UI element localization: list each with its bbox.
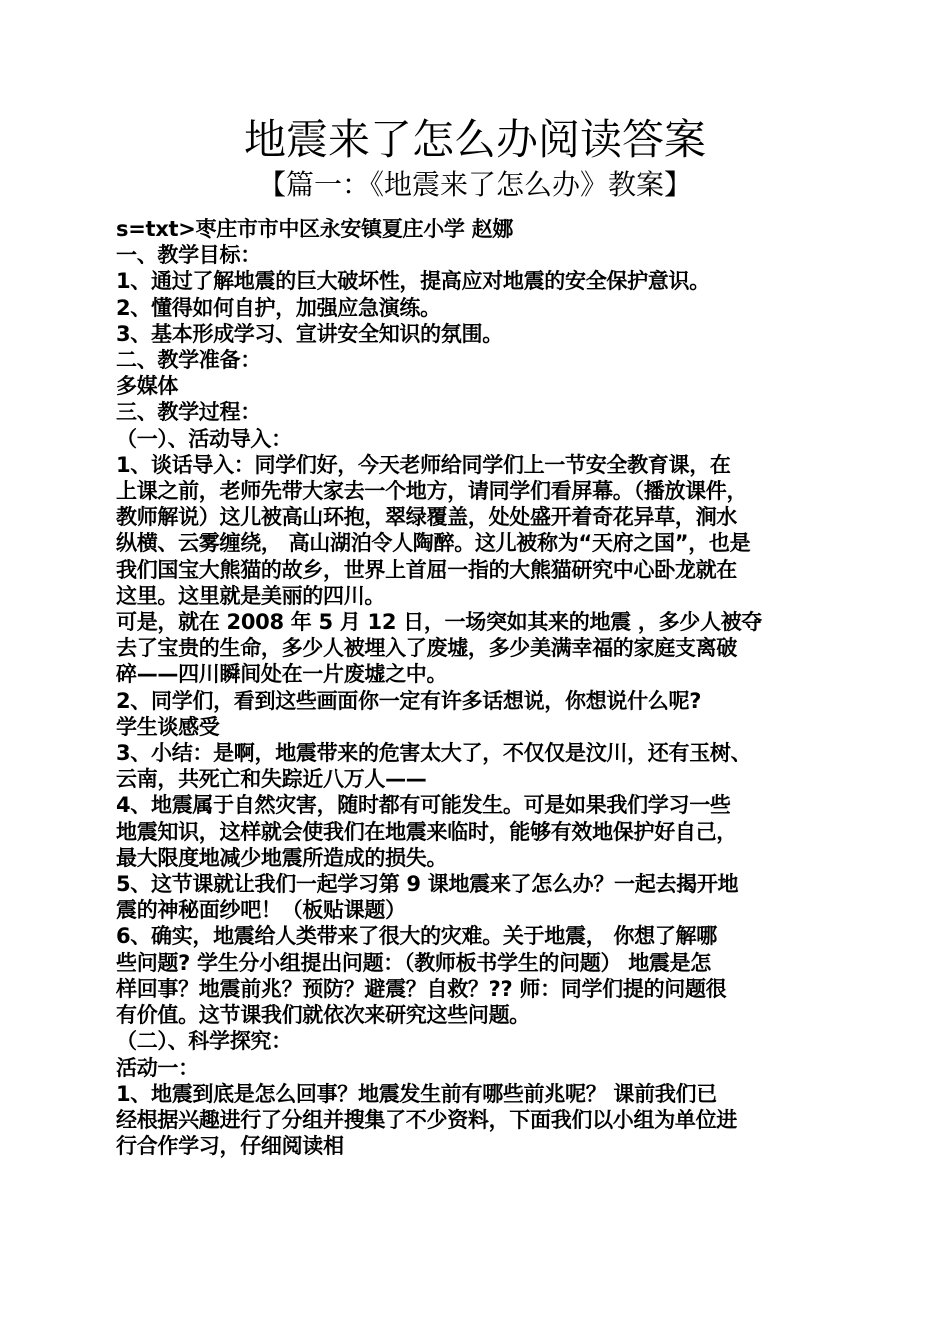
paragraph-line: 云南，共死亡和失踪近八万人—— [116,767,427,792]
paragraph-line: 3、基本形成学习、宣讲安全知识的氛围。 [116,321,503,346]
paragraph-line: 可是，就在 2008 年 5 月 12 日，一场突如其来的地震 ，多少人被夺 [116,610,763,635]
paragraph-line: 1、谈话导入：同学们好，今天老师给同学们上一节安全教育课，在 [116,452,731,477]
paragraph-line: s=txt>枣庄市市中区永安镇夏庄小学 赵娜 [116,217,514,241]
paragraph-line: 样回事？地震前兆？预防？避震？自救？?? 师：同学们提的问题很 [116,976,727,1001]
paragraph-line: 二、教学准备： [116,348,261,373]
paragraph-line: 6、确实，地震给人类带来了很大的灾难。关于地震， 你想了解哪 [116,924,717,949]
paragraph-line: （一）、活动导入： [116,426,292,451]
paragraph-line: 1、通过了解地震的巨大破坏性，提高应对地震的安全保护意识。 [116,269,710,294]
paragraph-line: 最大限度地减少地震所造成的损失。 [116,845,448,870]
paragraph-line: 我们国宝大熊猫的故乡，世界上首屈一指的大熊猫研究中心卧龙就在 [116,557,737,582]
paragraph-line: 震的神秘面纱吧！（板贴课题） [116,898,406,923]
paragraph-line: 行合作学习，仔细阅读相 [116,1134,344,1159]
paragraph-line: 一、教学目标： [116,243,261,268]
paragraph-line: 地震知识，这样就会使我们在地震来临时，能够有效地保护好自己， [116,819,737,844]
paragraph-line: 经根据兴趣进行了分组并搜集了不少资料，下面我们以小组为单位进 [116,1107,737,1132]
document-title: 地震来了怎么办阅读答案 [243,115,706,164]
paragraph-line: 教师解说）这儿被高山环抱，翠绿覆盖，处处盛开着奇花异草，涧水 [116,505,737,530]
paragraph-line: （二）、科学探究： [116,1029,292,1054]
paragraph-line: 些问题? 学生分小组提出问题：（教师板书学生的问题） 地震是怎 [116,950,712,975]
paragraph-line: 2、懂得如何自护，加强应急演练。 [116,295,441,320]
paragraph-line: 碎——四川瞬间处在一片废墟之中。 [116,662,448,687]
paragraph-line: 纵横、云雾缠绕， 高山湖泊令人陶醉。这儿被称为“天府之国”，也是 [116,531,751,556]
paragraph-line: 活动一： [116,1055,199,1080]
paragraph-line: 3、小结：是啊，地震带来的危害太大了，不仅仅是汶川，还有玉树、 [116,741,752,766]
paragraph-line: 去了宝贵的生命，多少人被埋入了废墟，多少美满幸福的家庭支离破 [116,636,737,661]
paragraph-line: 多媒体 [116,374,179,399]
document-subtitle: 【篇一：《地震来了怎么办》教案】 [257,168,692,201]
paragraph-line: 三、教学过程： [116,400,261,425]
paragraph-line: 5、这节课就让我们一起学习第 9 课地震来了怎么办？一起去揭开地 [116,872,739,897]
paragraph-line: 有价值。这节课我们就依次来研究这些问题。 [116,1003,530,1028]
paragraph-line: 学生谈感受 [116,714,220,739]
paragraph-line: 2、同学们，看到这些画面你一定有许多话想说，你想说什么呢? [116,688,702,713]
paragraph-line: 1、地震到底是怎么回事？地震发生前有哪些前兆呢？ 课前我们已 [116,1081,717,1106]
paragraph-line: 4、地震属于自然灾害，随时都有可能发生。可是如果我们学习一些 [116,793,731,818]
paragraph-line: 上课之前，老师先带大家去一个地方，请同学们看屏幕。（播放课件， [116,479,748,504]
document-body [116,216,846,1159]
paragraph-line: 这里。这里就是美丽的四川。 [116,583,386,608]
